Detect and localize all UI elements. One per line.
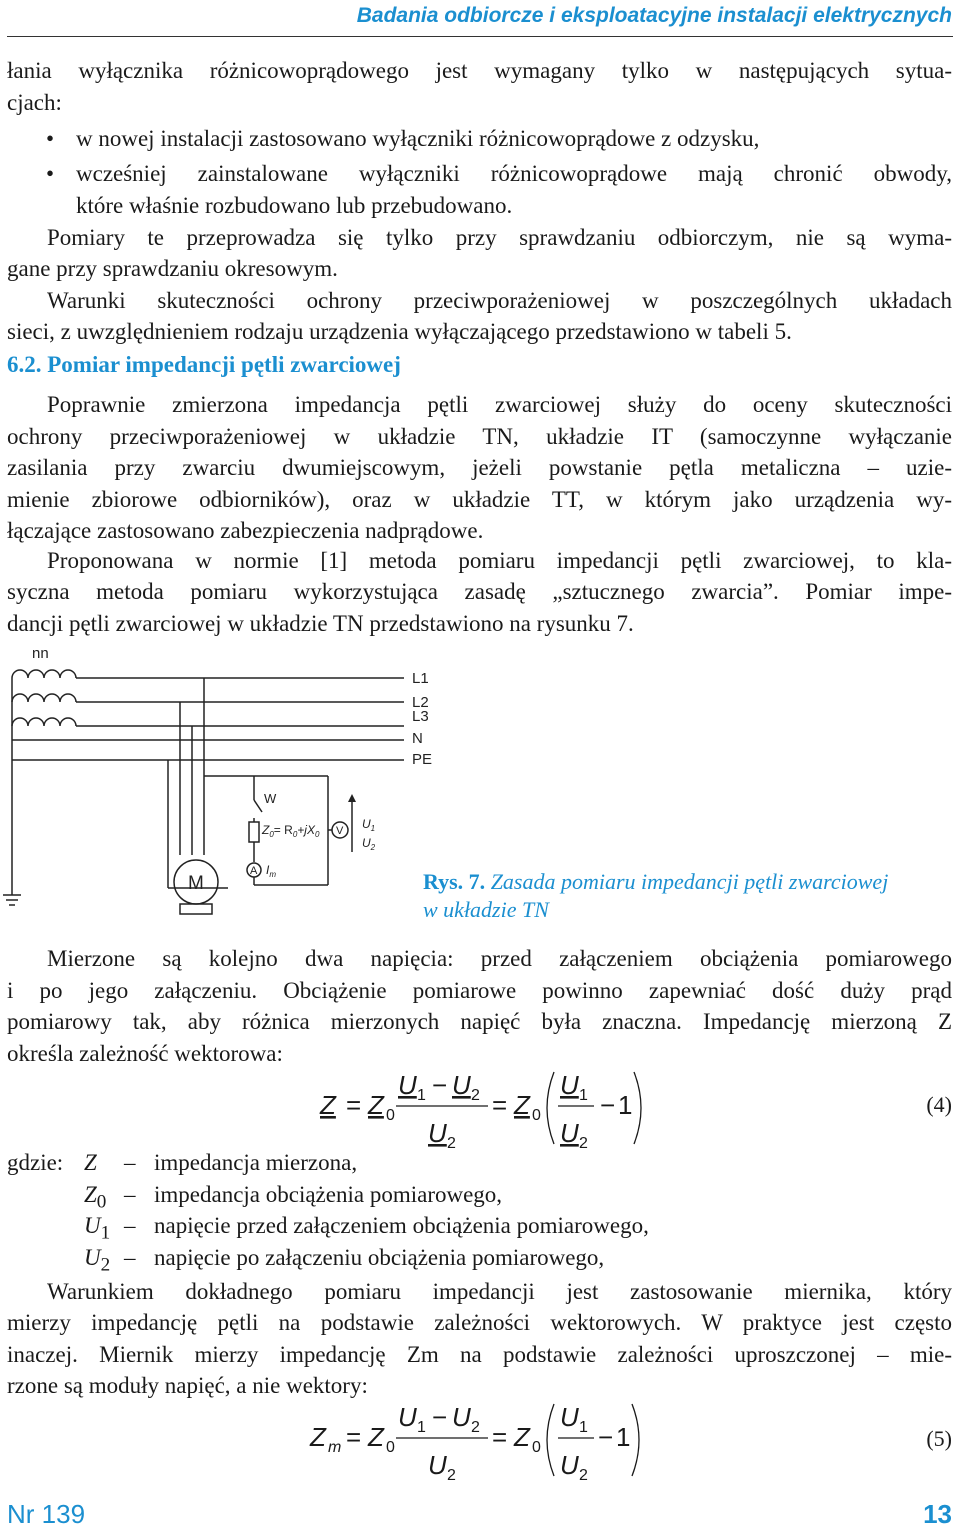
voltmeter-label: V bbox=[336, 825, 344, 837]
para4-line-3: dancji pętli zwarciowej w układzie TN przedstawiono na rysunku 7. bbox=[7, 611, 634, 636]
svg-text:U: U bbox=[398, 1402, 417, 1432]
bullet-item-2 bbox=[46, 158, 952, 221]
bullet-text: w nowej instalacji zastosowano wyłączniki różnicowoprądowe z odzysku, bbox=[76, 126, 760, 151]
para4-line-2: syczna metoda pomiaru wykorzystująca zasadę „sztucznego zwarcia”. Pomiar impe- bbox=[7, 579, 952, 604]
bullet-dot: • bbox=[46, 126, 55, 151]
para6-line-3: inaczej. Miernik mierzy impedancję Zm na podstawie zależności uproszczonej – mie- bbox=[7, 1342, 952, 1367]
para2-line-1: Warunki skuteczności ochrony przeciwporażeniowej w poszczególnych układach bbox=[47, 288, 952, 313]
equation-5 bbox=[300, 1400, 660, 1482]
bullet-item-1 bbox=[46, 123, 952, 155]
svg-text:Z: Z bbox=[320, 1090, 336, 1120]
svg-text:U: U bbox=[428, 1450, 447, 1480]
para5-line-2: i po jego załączeniu. Obciążenie pomiarowe powinno zapewniać dość duży prąd bbox=[7, 978, 952, 1003]
para5-line-4: określa zależność wektorowa: bbox=[7, 1041, 283, 1066]
svg-text:−: − bbox=[432, 1070, 448, 1100]
bus-label-pe: PE bbox=[412, 751, 433, 768]
svg-text:Z: Z bbox=[514, 1422, 530, 1452]
svg-text:U: U bbox=[428, 1118, 447, 1148]
caption-text-2: w układzie TN bbox=[423, 897, 549, 922]
svg-text:1: 1 bbox=[579, 1419, 588, 1436]
coil-1 bbox=[12, 670, 76, 678]
svg-text:U: U bbox=[560, 1070, 579, 1100]
bullet-text: wcześniej zainstalowane wyłączniki różnicowoprądowe mają chronić obwody, bbox=[76, 161, 952, 186]
para1-line-1: Pomiary te przeprowadza się tylko przy sprawdzaniu odbiorczym, nie są wyma- bbox=[47, 225, 952, 250]
u2-label: $U_2$ bbox=[362, 836, 376, 852]
para6-line-2: mierzy impedancję pętli na podstawie zależności wektorowych. W praktyce jest często bbox=[7, 1310, 952, 1335]
header-rule bbox=[7, 36, 953, 37]
def-text: impedancja obciążenia pomiarowego, bbox=[154, 1182, 503, 1207]
gdzie-label: gdzie: bbox=[7, 1150, 64, 1175]
svg-text:1: 1 bbox=[618, 1090, 633, 1120]
svg-text:2: 2 bbox=[471, 1087, 480, 1104]
svg-text:1: 1 bbox=[579, 1087, 588, 1104]
svg-text:−: − bbox=[598, 1422, 614, 1452]
svg-text:U: U bbox=[398, 1070, 417, 1100]
svg-text:2: 2 bbox=[447, 1135, 456, 1150]
svg-text:1: 1 bbox=[417, 1087, 426, 1104]
im-label: $I_m$ bbox=[266, 863, 277, 879]
svg-text:Z: Z bbox=[514, 1090, 530, 1120]
page-number: 13 bbox=[923, 1499, 952, 1529]
svg-text:0: 0 bbox=[532, 1439, 541, 1456]
bullet-text: które właśnie rozbudowano lub przebudowano. bbox=[76, 192, 513, 218]
def-symbol: Z bbox=[84, 1182, 97, 1207]
def-row-1 bbox=[84, 1150, 358, 1182]
bus-label-l1: L1 bbox=[412, 670, 429, 687]
svg-text:0: 0 bbox=[532, 1107, 541, 1124]
svg-text:U: U bbox=[560, 1450, 579, 1480]
circuit-diagram bbox=[0, 640, 460, 930]
svg-text:=: = bbox=[492, 1090, 508, 1120]
section-title: 6.2. Pomiar impedancji pętli zwarciowej bbox=[7, 352, 401, 377]
switch-label: W bbox=[264, 791, 277, 806]
def-text: napięcie przed załączeniem obciążenia pomiarowego, bbox=[154, 1213, 649, 1238]
svg-text:2: 2 bbox=[447, 1467, 456, 1482]
svg-text:Z: Z bbox=[368, 1090, 384, 1120]
para3-line-5: łączające zastosowano zabezpieczenia nadprądowe. bbox=[7, 518, 484, 543]
u1-label: $U_1$ bbox=[362, 817, 376, 833]
svg-text:−: − bbox=[600, 1090, 616, 1120]
issue-number: Nr 139 bbox=[7, 1499, 86, 1529]
caption-label: Rys. 7. bbox=[423, 869, 486, 894]
bus-label-n: N bbox=[412, 730, 423, 747]
svg-text:−: − bbox=[432, 1402, 448, 1432]
intro-line-1: łania wyłącznika różnicowoprądowego jest wymagany tylko w następujących sytua- bbox=[7, 58, 952, 83]
svg-text:1: 1 bbox=[417, 1419, 426, 1436]
def-symbol: Z bbox=[84, 1150, 97, 1175]
bus-label-l3: L3 bbox=[412, 708, 429, 725]
svg-text:2: 2 bbox=[471, 1419, 480, 1436]
svg-text:Z: Z bbox=[310, 1422, 326, 1452]
equation-5-number: (5) bbox=[926, 1426, 952, 1451]
def-text: napięcie po załączeniu obciążenia pomiarowego, bbox=[154, 1245, 605, 1270]
para6-line-4: rzone są moduły napięć, a nie wektory: bbox=[7, 1373, 368, 1398]
svg-text:U: U bbox=[452, 1070, 471, 1100]
def-text: impedancja mierzona, bbox=[154, 1150, 358, 1175]
running-header: Badania odbiorcze i eksploatacyjne instalacji elektrycznych bbox=[356, 4, 952, 27]
bus-label-l2: L2 bbox=[412, 694, 429, 711]
svg-text:0: 0 bbox=[386, 1107, 395, 1124]
equation-4-number: (4) bbox=[926, 1092, 952, 1117]
para3-line-4: mienie zbiorowe odbiorników), oraz w układzie TT, w którym jako urządzenia wy- bbox=[7, 487, 952, 512]
z0-label: $Z_0= R_0+jX_0$ bbox=[262, 823, 320, 839]
def-row-2: $Z_0$ – impedancja obciążenia pomiarowego, bbox=[84, 1182, 503, 1213]
def-dash: – bbox=[124, 1150, 136, 1175]
svg-text:m: m bbox=[328, 1439, 342, 1456]
svg-text:=: = bbox=[346, 1422, 362, 1452]
svg-text:U: U bbox=[452, 1402, 471, 1432]
para5-line-1: Mierzone są kolejno dwa napięcia: przed załączeniem obciążenia pomiarowego bbox=[47, 946, 952, 971]
coil-3 bbox=[12, 718, 76, 726]
para4-line-1: Proponowana w normie [1] metoda pomiaru impedancji pętli zwarciowej, to kla- bbox=[47, 548, 952, 573]
para3-line-3: zasilania przy zwarciu dwumiejscowym, jeżeli powstanie pętla metaliczna – uzie- bbox=[7, 455, 952, 480]
svg-text:1: 1 bbox=[616, 1422, 631, 1452]
figure-caption bbox=[423, 868, 953, 924]
def-dash: – bbox=[124, 1182, 136, 1207]
svg-text:0: 0 bbox=[386, 1439, 395, 1456]
ammeter-label: A bbox=[250, 865, 258, 877]
para2-line-2: sieci, z uwzględnieniem rodzaju urządzenia wyłączającego przedstawiono w tabeli 5. bbox=[7, 319, 792, 344]
bullet-dot: • bbox=[46, 161, 55, 186]
svg-text:Z: Z bbox=[368, 1422, 384, 1452]
para5-line-3: pomiarowy tak, aby różnica mierzonych napięć była znaczna. Impedancję mierzoną Z bbox=[7, 1009, 952, 1034]
def-symbol: U bbox=[84, 1213, 101, 1238]
para3-line-2: ochrony przeciwporażeniowej w układzie TN, układzie IT (samoczynne wyłączanie bbox=[7, 424, 952, 449]
motor-label: M bbox=[188, 873, 204, 894]
nn-label: nn bbox=[32, 645, 49, 662]
coil-2 bbox=[12, 694, 76, 702]
svg-text:U: U bbox=[560, 1118, 579, 1148]
caption-text: Zasada pomiaru impedancji pętli zwarciowej bbox=[490, 869, 889, 894]
def-dash: – bbox=[124, 1245, 136, 1270]
para3-line-1: Poprawnie zmierzona impedancja pętli zwarciowej służy do oceny skuteczności bbox=[47, 392, 952, 417]
def-dash: – bbox=[124, 1213, 136, 1238]
intro-line-2: cjach: bbox=[7, 90, 62, 115]
para6-line-1: Warunkiem dokładnego pomiaru impedancji jest zastosowanie miernika, który bbox=[47, 1279, 952, 1304]
def-symbol: U bbox=[84, 1245, 101, 1270]
svg-text:2: 2 bbox=[579, 1135, 588, 1150]
equation-4 bbox=[310, 1068, 670, 1150]
svg-text:=: = bbox=[492, 1422, 508, 1452]
def-row-4: $U_2$ – napięcie po załączeniu obciążenia pomiarowego, bbox=[84, 1245, 605, 1276]
svg-text:U: U bbox=[560, 1402, 579, 1432]
def-row-3: $U_1$ – napięcie przed załączeniem obciążenia pomiarowego, bbox=[84, 1213, 649, 1244]
svg-text:=: = bbox=[346, 1090, 362, 1120]
para1-line-2: gane przy sprawdzaniu okresowym. bbox=[7, 256, 338, 281]
svg-text:2: 2 bbox=[579, 1467, 588, 1482]
